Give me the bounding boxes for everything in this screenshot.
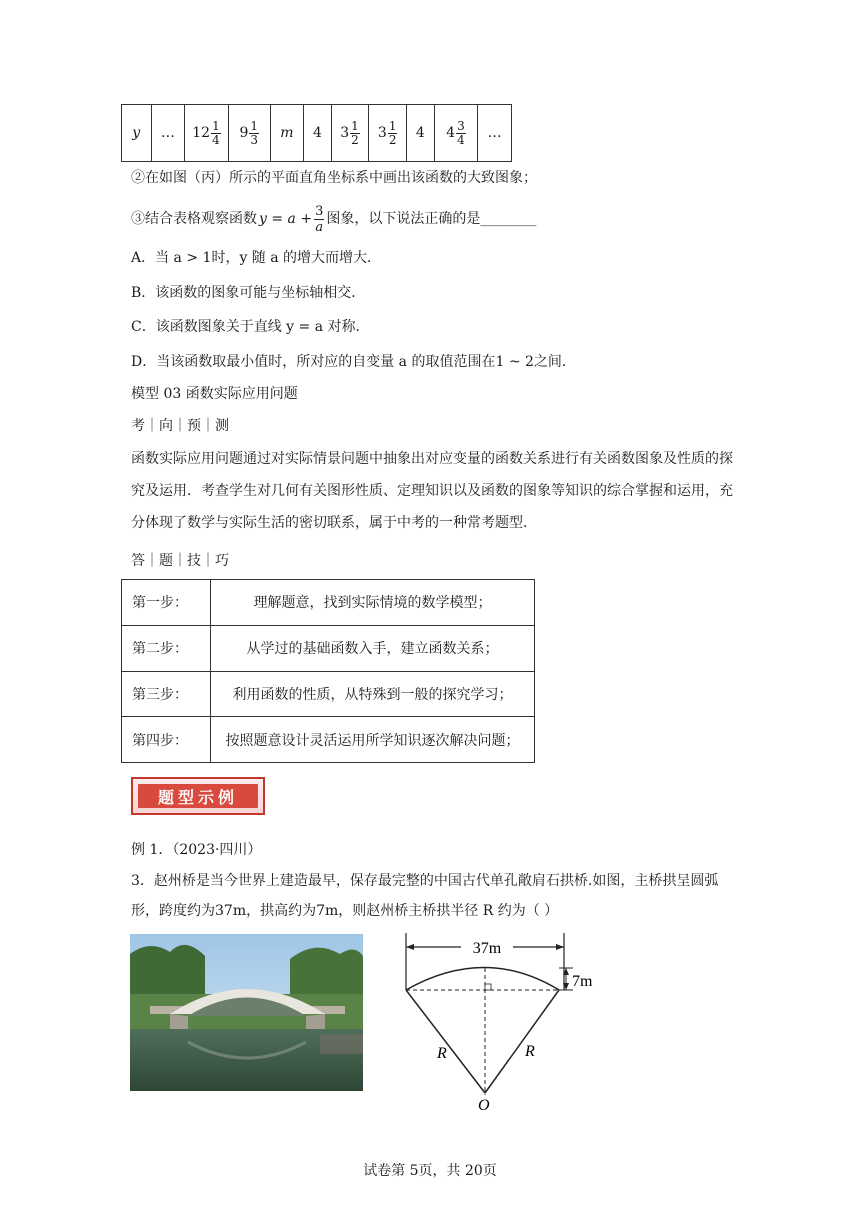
height-label: 7m	[572, 973, 593, 990]
option-d: D．当该函数取最小值时，所对应的自变量 a 的取值范围在1 ~ 2之间．	[131, 354, 576, 370]
question-3	[131, 200, 536, 238]
table-cell-fraction: 9 $\frac{1}{3}$	[228, 105, 270, 162]
table-row	[122, 625, 535, 671]
step-text: 理解题意，找到实际情境的数学模型；	[211, 580, 535, 626]
tips-heading: 答｜题｜技｜巧	[131, 553, 229, 569]
table-row	[122, 717, 535, 763]
value-table	[121, 104, 512, 162]
arch-diagram	[395, 925, 610, 1115]
section-banner	[131, 777, 265, 815]
banner-label: 题型示例	[157, 787, 238, 807]
forecast-paragraph: 函数实际应用问题通过对实际情景问题中抽象出对应变量的函数关系进行有关函数图象及性质的探究及运用．考查学生对几何有关图形性质、定理知识以及函数的图象等知识的综合掌握和运用，充分体现了数学与实际生活的密切联系，属于中考的一种常考题型．	[131, 451, 733, 531]
table-row	[122, 671, 535, 717]
option-a: A．当 a > 1时，y 随 a 的增大而增大．	[131, 250, 382, 266]
table-cell-fraction: 3 $\frac{1}{2}$	[331, 105, 369, 162]
function-fraction: $\frac{3}{a}$	[315, 203, 324, 235]
span-label: 37m	[472, 940, 502, 957]
option-c: C．该函数图象关于直线 y = a 对称．	[131, 319, 370, 335]
step-label: 第一步：	[122, 580, 211, 626]
center-label: O	[478, 1097, 490, 1114]
question-2: ②在如图（丙）所示的平面直角坐标系中画出该函数的大致图象；	[131, 170, 537, 186]
radius-label-left: R	[437, 1045, 447, 1062]
step-text: 利用函数的性质，从特殊到一般的探究学习；	[211, 671, 535, 717]
bridge-photo	[130, 934, 363, 1091]
table-cell-fraction: 4 $\frac{3}{4}$	[434, 105, 478, 162]
steps-table	[121, 579, 535, 763]
step-text: 从学过的基础函数入手，建立函数关系；	[211, 625, 535, 671]
question-3-text: 3．赵州桥是当今世界上建造最早，保存最完整的中国古代单孔敞肩石拱桥.如图，主桥拱呈圆弧形，跨度约为37m，拱高约为7m，则赵州桥主桥拱半径 R 约为（ ）	[131, 873, 719, 919]
page-footer: 试卷第 5页，共 20页	[363, 1163, 497, 1179]
table-cell: 4	[304, 105, 331, 162]
function-expression: y = a +	[259, 211, 313, 227]
option-b: B．该函数的图象可能与坐标轴相交．	[131, 285, 366, 301]
value-table-row	[122, 105, 512, 162]
question-3-suffix: 图象，以下说法正确的是________	[326, 211, 537, 227]
model-title: 模型 03 函数实际应用问题	[131, 386, 298, 402]
table-cell-fraction: 3 $\frac{1}{2}$	[369, 105, 407, 162]
table-cell-m: m	[270, 105, 304, 162]
step-label: 第四步：	[122, 717, 211, 763]
table-cell: …	[478, 105, 512, 162]
table-row	[122, 580, 535, 626]
table-cell-y: y	[122, 105, 152, 162]
step-label: 第三步：	[122, 671, 211, 717]
example-label: 例 1．（2023·四川）	[131, 842, 262, 858]
table-cell: 4	[407, 105, 434, 162]
step-label: 第二步：	[122, 625, 211, 671]
forecast-heading: 考｜向｜预｜测	[131, 418, 229, 434]
radius-label-right: R	[525, 1043, 535, 1060]
question-3-prefix: ③结合表格观察函数	[131, 211, 257, 227]
table-cell-fraction: 12 $\frac{1}{4}$	[185, 105, 229, 162]
step-text: 按照题意设计灵活运用所学知识逐次解决问题；	[211, 717, 535, 763]
table-cell: …	[151, 105, 185, 162]
